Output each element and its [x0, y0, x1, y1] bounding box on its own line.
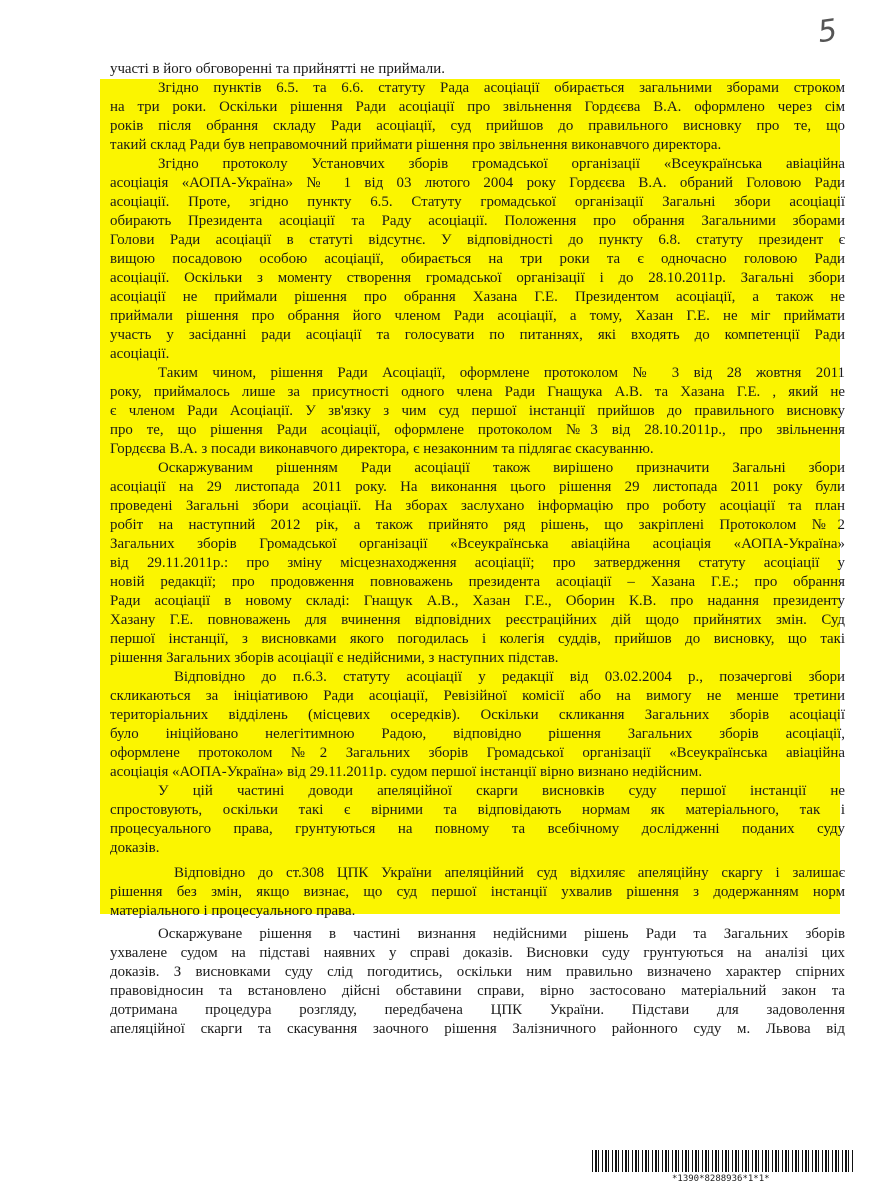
text-line: правовідносин та встановлено дійсні обставини справи, вірно застосовано матеріальний закон та [110, 983, 845, 999]
text-line: Ради асоціації в новому складі: Гнащук А.В., Хазан Г.Е., Оборин К.В. про надання президенту [110, 593, 845, 609]
text-line: доказів. [110, 840, 160, 856]
text-line: Згідно пунктів 6.5. та 6.6. статуту Рада асоціації обирається загальними зборами строком [158, 80, 845, 96]
text-line: матеріального і процесуального права. [110, 903, 356, 919]
text-line: ухвалене судом на підставі наявних у справі доказів. Висновки суду грунтуються на аналізі цих [110, 945, 845, 961]
text-line: Оскаржуване рішення в частині визнання недійсними рішень Ради та Загальних зборів [158, 926, 845, 942]
text-line: Таким чином, рішення Ради Асоціації, оформлене протоколом № 3 від 28 жовтня 2011 [158, 365, 845, 381]
text-line: участь у засіданні ради асоціації та голосувати по питаннях, які входять до компетенції Ради [110, 327, 845, 343]
text-line: про те, що рішення Ради асоціації, оформлене протоколом №3 від 28.10.2011р., про звільнення [110, 422, 845, 438]
text-line: процесуального права, грунтуються на повному та всебічному дослідженні поданих суду [110, 821, 845, 837]
text-line: новій редакції; про продовження повноважень президента асоціації – Хазана Г.Е.; про обрання [110, 574, 845, 590]
text-line: Загальних зборів Громадської організації «Всеукраїнська авіаційна асоціація «АОПА-Україна» [110, 536, 845, 552]
text-line: Хазану Г.Е. повноважень для вчинення відповідних реєстраційних дій щодо прийнятих змін. Суд [110, 612, 845, 628]
text-line: доказів. З висновками суду слід погодитись, оскільки ним правильно визначено характер спірних [110, 964, 845, 980]
text-line: Відповідно до п.6.3. статуту асоціації у редакції від 03.02.2004 р., позачергові збори [174, 669, 845, 685]
text-line: скликаються за ініціативою Ради асоціації, Ревізійної комісії або на вимогу не менше третини [110, 688, 845, 704]
text-line: рішення без змін, якщо визнає, що суд першої інстанції ухвалив рішення з додержанням норм [110, 884, 845, 900]
text-line: робіт на наступний 2012 рік, а також прийнято ряд рішень, що закріплені Протоколом №2 [110, 517, 845, 533]
text-line: асоціація «АОПА-Україна» № 1 від 03 лютого 2004 року Гордєєва В.А. обраний Головою Ради [110, 175, 845, 191]
text-line: проведені Загальні збори асоціації. На зборах заслухано інформацію про роботу асоціації та план [110, 498, 845, 514]
text-line: асоціації. Оскільки з моменту створення громадської організації і до 28.10.2011р. Загальні збори [110, 270, 845, 286]
text-line: асоціації на 29 листопада 2011 року. На виконання цього рішення 29 листопада 2011 року були [110, 479, 845, 495]
page-number: 5 [815, 12, 840, 51]
document-body [110, 60, 845, 1039]
text-line: на три роки. Оскільки рішення Ради асоціації про звільнення Гордєєва В.А. оформлено через сім [110, 99, 845, 115]
text-line: приймали рішення про обрання його членом Ради асоціації, а тому, Хазан Г.Е. не міг приймати [110, 308, 845, 324]
text-line: є членом Ради Асоціації. У зв'язку з чим суд першої інстанції прийшов до правильного висновку [110, 403, 845, 419]
text-line: асоціації. [110, 346, 170, 362]
text-line: від 29.11.2011р.: про зміну місцезнаходження асоціації; про затвердження статуту асоціації у [110, 555, 845, 571]
text-line: дотримана процедура розгляду, передбачена ЦПК України. Підстави для задоволення [110, 1002, 845, 1018]
text-line: Оскаржуваним рішенням Ради асоціації також вирішено призначити Загальні збори [158, 460, 845, 476]
text-line: такий склад Ради був неправомочний приймати рішення про звільнення виконавчого директора. [110, 137, 722, 153]
text-line: року, приймалось лише за присутності одного члена Ради Гнащука А.В. та Хазана Г.Е. , який не [110, 384, 845, 400]
text-line: було ініційовано нелегітимною Радою, відповідно рішення Загальних зборів асоціації, [110, 726, 845, 742]
text-line: років після обрання складу Ради асоціації, суд прийшов до правильного висновку про те, що [110, 118, 845, 134]
text-line: асоціація «АОПА-Україна» від 29.11.2011р. судом першої інстанції вірно визнано недійсним. [110, 764, 703, 780]
text-line: вищою посадовою особою асоціації, обирається на три роки та є одночасно головою Ради [110, 251, 845, 267]
text-line: У цій частині доводи апеляційної скарги висновків суду першої інстанції не [158, 783, 845, 799]
text-line: асоціації не приймали рішення про обрання Хазана Г.Е. Президентом асоціації, а також не [110, 289, 845, 305]
text-line: оформлене протоколом №2 Загальних зборів Громадської організації «Всеукраїнська авіаційна [110, 745, 845, 761]
text-line: Відповідно до ст.308 ЦПК України апеляційний суд відхиляє апеляційну скаргу і залишає [174, 865, 845, 881]
text-line: рішення Загальних зборів асоціації є недійсними, з наступних підстав. [110, 650, 559, 666]
text-line: апеляційної скарги та скасування заочного рішення Залізничного районного суду м. Львова від [110, 1021, 845, 1037]
barcode-caption: *1390*8288936*1*1* [672, 1174, 770, 1184]
text-line: територіальних відділень (місцевих осередків). Оскільки скликання Загальних зборів асоціації [110, 707, 845, 723]
text-line: участі в його обговоренні та прийнятті не приймали. [110, 61, 445, 77]
text-line: спростовують, оскільки такі є вірними та відповідають нормам як матеріального, так і [110, 802, 845, 818]
text-line: асоціації. Проте, згідно пункту 6.5. Статуту громадської організації Загальні збори асоціації [110, 194, 845, 210]
text-line: обирають Президента асоціації та Раду асоціації. Положення про обрання Загальними зборами [110, 213, 845, 229]
text-line: першої інстанції, з висновками якого погодилась і колегія суддів, прийшов до висновку, що такі [110, 631, 845, 647]
barcode [592, 1150, 854, 1172]
text-line: Згідно протоколу Установчих зборів громадської організації «Всеукраїнська авіаційна [158, 156, 845, 172]
text-line: Голови Ради асоціації в статуті відсутнє. У відповідності до пункту 6.8. статуту президент є [110, 232, 845, 248]
text-line: Гордєєва В.А. з посади виконавчого директора, є незаконним та підлягає скасуванню. [110, 441, 654, 457]
